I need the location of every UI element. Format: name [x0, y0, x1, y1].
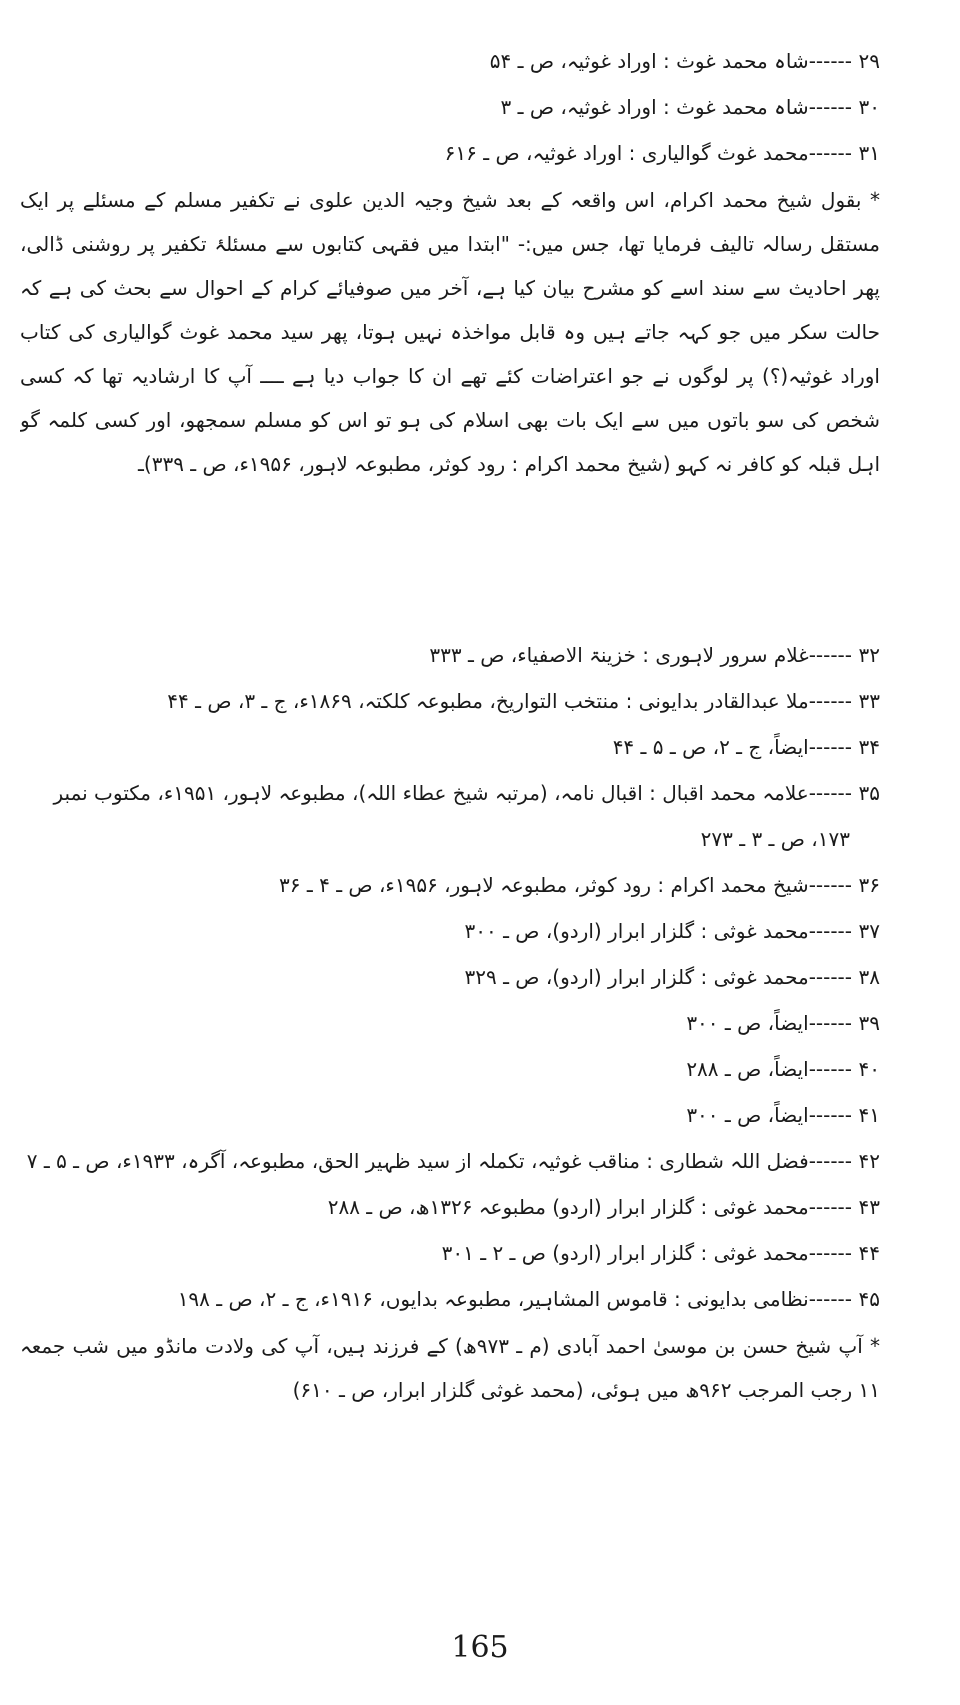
footnote-number: ۴۴: [858, 1241, 880, 1265]
footnote-45: [20, 1276, 880, 1322]
footnote-number: ۲۹: [858, 49, 880, 73]
annotation-note-vajihuddin: * بقول شیخ محمد اکرام، اس واقعہ کے بعد شیخ وجیہ الدین علوی نے تکفیر مسلم کے مسئلے پر ایک مستقل رسالہ تالیف فرمایا تھا، جس میں:- "ابتدا میں فقہی کتابوں سے مسئلۂ تکفیر پر روشنی ڈالی، پھر احادیث سے سند اسے کو مشرح بیان کیا ہے، آخر میں صوفیائے کرام کے احوال سے بحث کی ہے کہ حالت سکر میں جو کہہ جاتے ہیں وہ قابل مواخذہ نہیں ہوتا، پھر سید محمد غوث گوالیاری کی کتاب اوراد غوثیہ(؟) پر لوگوں نے جو اعتراضات کئے تھے ان کا جواب دیا ہے ــــ آپ کا ارشادیہ تھا کہ کسی شخص کی سو باتوں میں سے ایک بات بھی اسلام کی ہو تو اس کو مسلم سمجھو، اور کسی کلمہ گو اہل قبلہ کو کافر نہ کہو (شیخ محمد اکرام : رود کوثر، مطبوعہ لاہور، ۱۹۵۶ء، ص ـ ۳۳۹)ـ: [20, 188, 880, 476]
footnote-text: ایضاً، ج ـ ۲، ص ـ ۵ ـ ۴۴: [612, 735, 809, 759]
footnote-number: ۴۱: [858, 1103, 880, 1127]
footnote-38: [20, 954, 880, 1000]
footnote-dash: ------: [808, 1149, 852, 1173]
footnote-dash: ------: [808, 1287, 852, 1311]
footnote-40: [20, 1046, 880, 1092]
footnote-42: [20, 1138, 880, 1184]
footnote-dash: ------: [808, 141, 852, 165]
footnote-text: ایضاً، ص ـ ۲۸۸: [686, 1057, 809, 1081]
footnote-text: محمد غوثی : گلزار ابرار (اردو)، ص ـ ۳۰۰: [464, 919, 809, 943]
footnote-35: [20, 770, 880, 816]
footnote-number: ۳۴: [858, 735, 880, 759]
footnote-text: فضل اللہ شطاری : مناقب غوثیہ، تکملہ از سید ظہیر الحق، مطبوعہ، آگرہ، ۱۹۳۳ء، ص ـ ۵ ـ ۷: [26, 1149, 809, 1173]
footnote-41: [20, 1092, 880, 1138]
footnote-number: ۴۳: [858, 1195, 880, 1219]
footnote-29: [20, 38, 880, 84]
footnote-number: ۳۲: [858, 643, 880, 667]
footnote-text: غلام سرور لاہوری : خزینۃ الاصفیاء، ص ـ ۳۳۳: [429, 643, 809, 667]
footnote-dash: ------: [808, 1241, 852, 1265]
footnote-43: [20, 1184, 880, 1230]
footnote-37: [20, 908, 880, 954]
footnote-text: محمد غوثی : گلزار ابرار (اردو)، ص ـ ۳۲۹: [464, 965, 809, 989]
footnote-text: ایضاً، ص ـ ۳۰۰: [686, 1011, 809, 1035]
footnote-dash: ------: [808, 1057, 852, 1081]
footnote-dash: ------: [808, 643, 852, 667]
footnote-number: ۴۵: [858, 1287, 880, 1311]
footnote-text: ایضاً، ص ـ ۳۰۰: [686, 1103, 809, 1127]
footnote-dash: ------: [808, 965, 852, 989]
footnote-dash: ------: [808, 1011, 852, 1035]
footnote-text: شاہ محمد غوث : اوراد غوثیہ، ص ـ ۳: [500, 95, 809, 119]
footnote-33: [20, 678, 880, 724]
footnote-44: [20, 1230, 880, 1276]
footnote-number: ۳۷: [858, 919, 880, 943]
footnote-text: ملا عبدالقادر بدایونی : منتخب التواریخ، مطبوعہ کلکتہ، ۱۸۶۹ء، ج ـ ۳، ص ـ ۴۴: [167, 689, 809, 713]
footnote-number: ۴۰: [858, 1057, 880, 1081]
footnote-34: [20, 724, 880, 770]
footnote-number: ۴۲: [858, 1149, 880, 1173]
footnote-number: ۳۹: [858, 1011, 880, 1035]
footnote-31: [20, 130, 880, 176]
footnote-dash: ------: [808, 689, 852, 713]
footnote-number: ۳۵: [858, 781, 880, 805]
footnote-dash: ------: [808, 873, 852, 897]
footnote-dash: ------: [808, 95, 852, 119]
footnote-number: ۳۸: [858, 965, 880, 989]
footnote-35-continuation: [20, 816, 880, 862]
footnote-text: محمد غوث گوالیاری : اوراد غوثیہ، ص ـ ۶۱۶: [444, 141, 809, 165]
page-number: 165: [451, 1630, 509, 1665]
footnote-text: محمد غوثی : گلزار ابرار (اردو) مطبوعہ ۱۳۲۶ھ، ص ـ ۲۸۸: [327, 1195, 809, 1219]
footnote-text: شیخ محمد اکرام : رود کوثر، مطبوعہ لاہور، ۱۹۵۶ء، ص ـ ۴ ـ ۳۶: [279, 873, 809, 897]
footnote-number: ۳۳: [858, 689, 880, 713]
footnote-text: ۱۷۳، ص ـ ۳ ـ ۲۷۳: [700, 827, 850, 851]
footnote-text: شاہ محمد غوث : اوراد غوثیہ، ص ـ ۵۴: [489, 49, 809, 73]
footnote-number: ۳۰: [858, 95, 880, 119]
footnote-text: محمد غوثی : گلزار ابرار (اردو) ص ـ ۲ ـ ۳۰۱: [441, 1241, 809, 1265]
footnote-text: علامہ محمد اقبال : اقبال نامہ، (مرتبہ شیخ عطاء اللہ)، مطبوعہ لاہور، ۱۹۵۱ء، مکتوب نمبر: [53, 781, 809, 805]
footnote-dash: ------: [808, 1195, 852, 1219]
footnote-32: [20, 632, 880, 678]
footnotes-section: [20, 38, 880, 1422]
footnote-text: نظامی بدایونی : قاموس المشاہیر، مطبوعہ بدایوں، ۱۹۱۶ء، ج ـ ۲، ص ـ ۱۹۸: [177, 1287, 809, 1311]
footnote-dash: ------: [808, 919, 852, 943]
footnote-dash: ------: [808, 735, 852, 759]
annotation-note-hasan-bin-musa: * آپ شیخ حسن بن موسیٰ احمد آبادی (م ـ ۹۷۳ھ) کے فرزند ہیں، آپ کی ولادت مانڈو میں شب جمعہ ۱۱ رجب المرجب ۹۶۲ھ میں ہوئی، (محمد غوثی گلزار ابرار، ص ـ ۶۱۰): [20, 1334, 880, 1402]
footnote-36: [20, 862, 880, 908]
footnote-30: [20, 84, 880, 130]
footnote-number: ۳۱: [858, 141, 880, 165]
footnote-39: [20, 1000, 880, 1046]
footnote-dash: ------: [808, 1103, 852, 1127]
footnote-number: ۳۶: [858, 873, 880, 897]
footnote-dash: ------: [808, 781, 852, 805]
footnote-dash: ------: [808, 49, 852, 73]
